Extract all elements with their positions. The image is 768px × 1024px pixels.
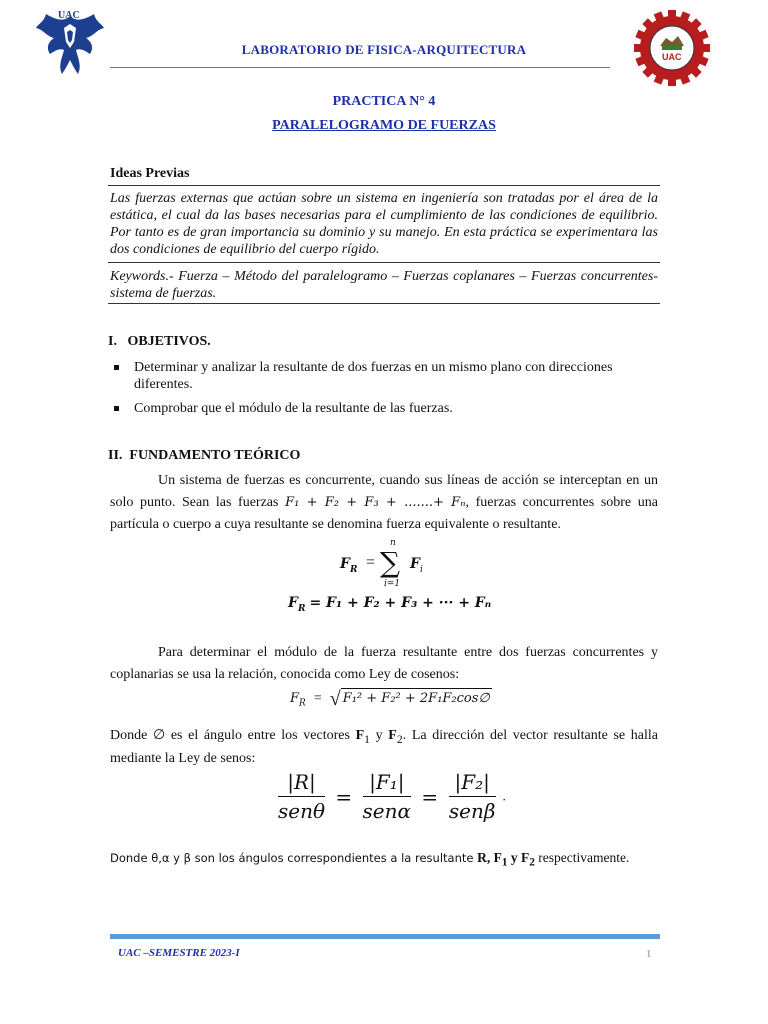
sqrt-radicand: F₁² + F₂² + 2F₁F₂cos∅ <box>341 688 492 706</box>
sigma-symbol: ∑ <box>380 546 400 579</box>
sqrt-symbol: √ <box>329 688 341 710</box>
fundamento-paragraph-2: Para determinar el módulo de la fuerza resultante entre dos fuerzas concurrentes y coplanarias se usa la relación, conocida como Ley de cosenos: <box>110 645 658 682</box>
fr-symbol: $F_R$ <box>340 556 358 575</box>
sigma-lower-limit: i=1 <box>384 579 401 589</box>
resultant-sum-formula: $F_R = F_1 + F_2 + F_3$ + ··· + Fₙ <box>288 595 492 614</box>
list-item: Comprobar que el módulo de la resultante de las fuerzas. <box>112 400 660 417</box>
keywords-text: Keywords.- Fuerza – Método del paralelogramo – Fuerzas coplanares – Fuerzas concurrentes- sistema de fuerzas. <box>110 269 658 301</box>
footer-semester: UAC –SEMESTRE 2023-I <box>118 947 240 959</box>
fi-symbol: $F_i$ <box>410 556 423 575</box>
sine-fraction-f1: $\frac{\text{|F₁|}}{\text{senα}}$ <box>362 770 412 823</box>
cosine-law-formula: $F_R$ = √ F₁² + F₂² + 2F₁F₂cos∅ <box>290 688 490 710</box>
fundamento-paragraph-4: Donde θ,α y β son los ángulos correspondientes a la resultante R, $F_1$ y $F_2$ respectivamente. <box>110 850 630 869</box>
ideas-previas-text: Las fuerzas externas que actúan sobre un sistema en ingeniería son tratadas por el área de la estática, el cual da las bases necesarias para el cumplimiento de las condiciones de equilibrio. Por tanto es de gran importancia su dominio y su manejo. En esta práctica se experimentara las dos condiciones de equilibrio del cuerpo rígido. <box>110 191 658 257</box>
summation-formula <box>340 540 460 590</box>
bullet-square-icon <box>114 365 119 370</box>
left-logo-text: UAC <box>58 10 80 21</box>
sine-fraction-f2: $\frac{\text{|F₂|}}{\text{senβ}}$ <box>448 770 496 823</box>
lab-title: LABORATORIO DE FISICA-ARQUITECTURA <box>241 42 527 57</box>
vector-sum-inline: F₁ + F₂ + F₃ + .......+ Fₙ <box>285 495 466 510</box>
equals-sign: = <box>366 554 376 571</box>
footer-bar <box>110 934 660 939</box>
ideas-top-rule <box>108 185 660 186</box>
ideas-previas-heading: Ideas Previas <box>110 166 190 181</box>
objetivos-heading: I. OBJETIVOS. <box>108 334 211 349</box>
fundamento-paragraph-3: Donde ∅ es el ángulo entre los vectores $F_1$ y $F_2$. La dirección del vector resultante se halla mediante la Ley de senos: <box>110 728 658 766</box>
sigma-upper-limit: n <box>390 538 396 548</box>
bullet-square-icon <box>114 406 119 411</box>
practica-number: PRACTICA N° 4 <box>332 94 436 109</box>
page-number: 1 <box>646 948 652 960</box>
sine-fraction-r: $\frac{|R|}{\text{senθ}}$ <box>278 770 326 823</box>
fundamento-heading: II. FUNDAMENTO TEÓRICO <box>108 448 301 463</box>
list-item: Determinar y analizar la resultante de dos fuerzas en un mismo plano con direcciones diferentes. <box>112 359 660 393</box>
sine-law-formula: $\frac{|R|}{\text{senθ}}$ = $\frac{\text{|F₁|}}{\text{senα}}$ = $\frac{\text{|F₂|}}{\text{senβ}}$ . <box>278 770 507 823</box>
keywords-bottom-rule <box>108 303 660 304</box>
fundamento-paragraph-1: Un sistema de fuerzas es concurrente, cuando sus líneas de acción se interceptan en un solo punto. Sean las fuerzas F₁ + F₂ + F₃ + .......+ Fₙ, fuerzas concurrentes sobre una partícula o cuerpo a cuya resultante se denomina fuerza equivalente o resultante. <box>110 473 659 532</box>
practice-subtitle: PARALELOGRAMO DE FUERZAS <box>272 118 496 133</box>
right-logo-text: UAC <box>662 52 682 62</box>
keywords-top-rule <box>108 262 660 263</box>
objetivos-list <box>112 359 660 424</box>
header-divider <box>110 67 610 68</box>
